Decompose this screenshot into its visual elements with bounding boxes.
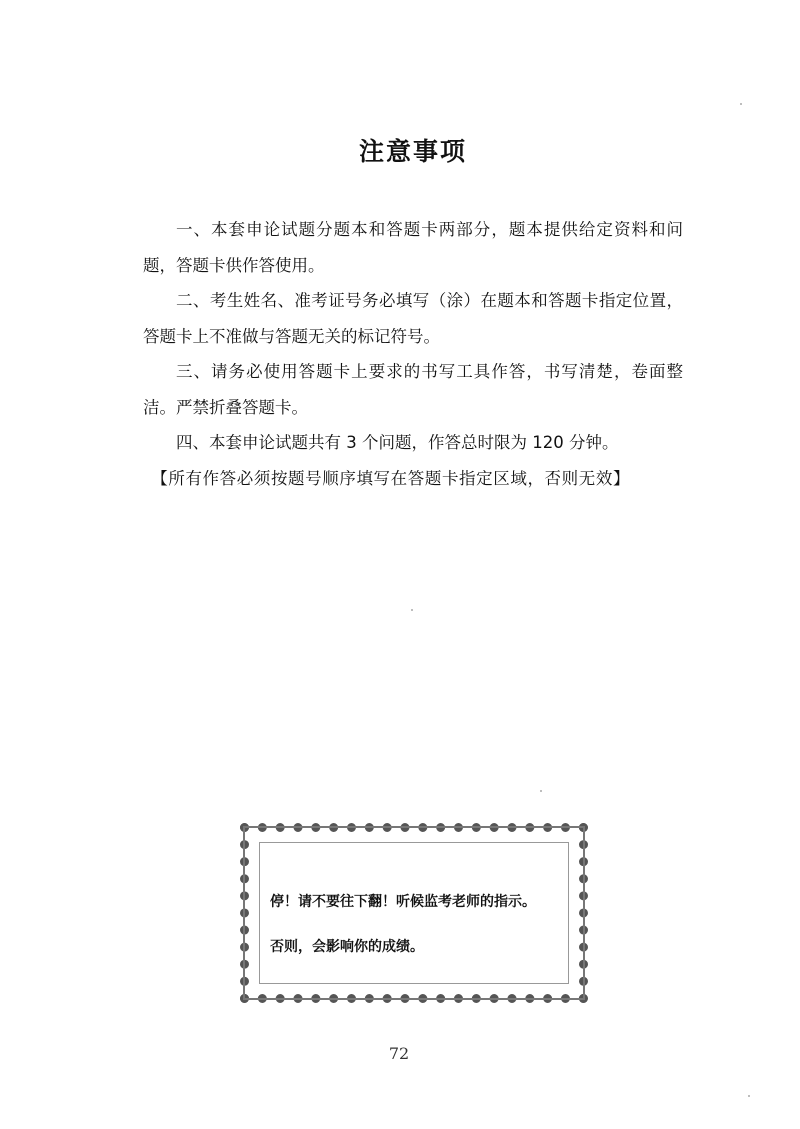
stop-notice-box [240, 823, 588, 1003]
scan-speck [411, 609, 413, 611]
instruction-4: 四、本套申论试题共有 3 个问题，作答总时限为 120 分钟。 [176, 433, 619, 452]
notice-inner-frame [259, 842, 569, 984]
instructions-section [143, 212, 683, 496]
scan-speck [740, 103, 742, 105]
instruction-3: 三、请务必使用答题卡上要求的书写工具作答，书写清楚，卷面整洁。严禁折叠答题卡。 [143, 362, 683, 417]
page-number: 72 [388, 1044, 410, 1063]
scan-speck [748, 1095, 750, 1097]
stop-notice-line-1: 停！请不要往下翻！听候监考老师的指示。 [270, 894, 536, 910]
page-title: 注意事项 [358, 137, 467, 166]
instruction-1: 一、本套申论试题分题本和答题卡两部分，题本提供给定资料和问题，答题卡供作答使用。 [143, 220, 683, 275]
bracket-note: 【所有作答必须按题号顺序填写在答题卡指定区域，否则无效】 [151, 468, 631, 488]
stop-notice-line-2: 否则，会影响你的成绩。 [270, 939, 424, 955]
scan-speck [540, 790, 542, 792]
instruction-2: 二、考生姓名、准考证号务必填写（涂）在题本和答题卡指定位置，答题卡上不准做与答题无关的标记符号。 [143, 291, 683, 346]
